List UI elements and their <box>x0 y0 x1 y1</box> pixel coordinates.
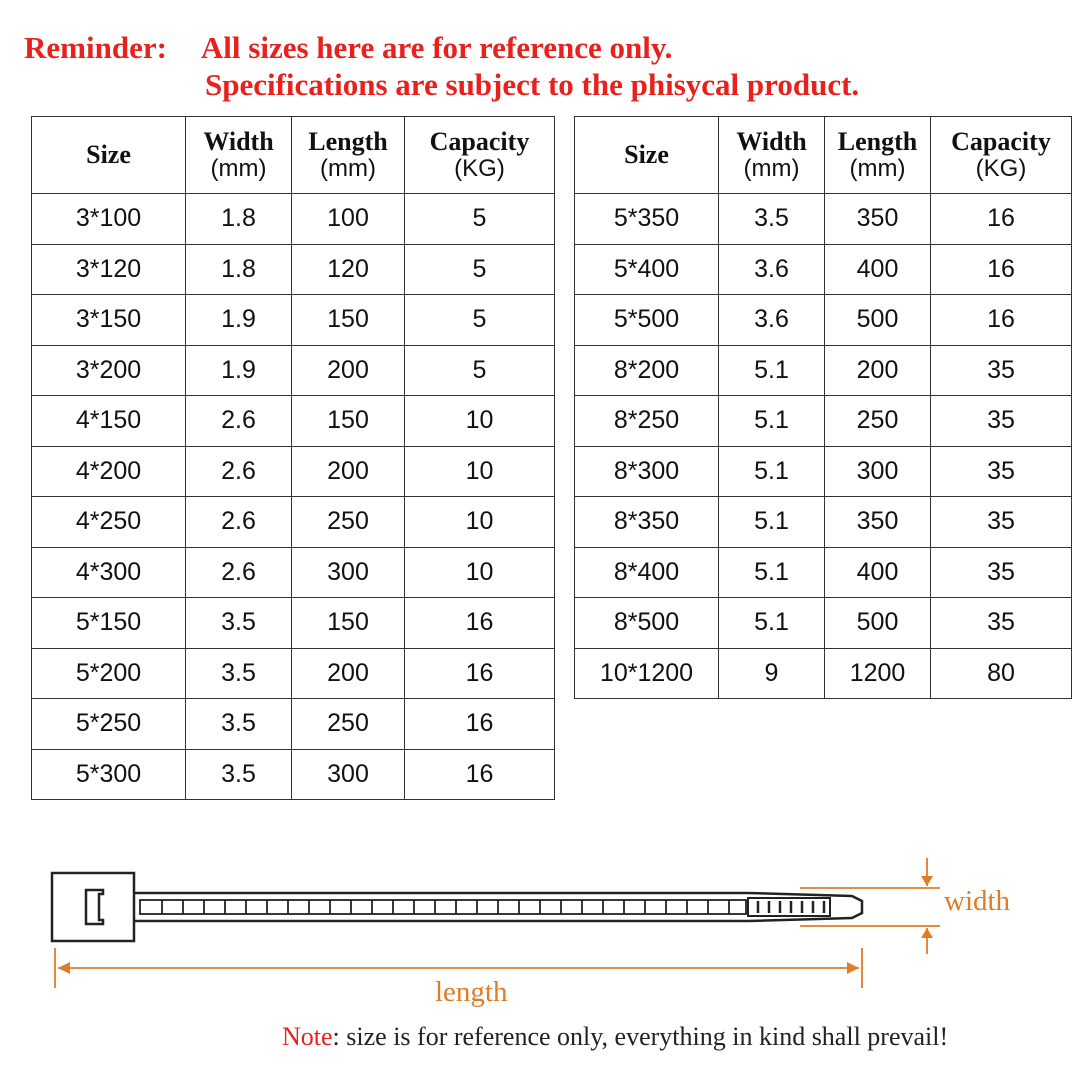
table-row <box>575 194 1072 245</box>
cell-size: 3*200 <box>32 345 186 396</box>
cell-capacity: 16 <box>931 194 1072 245</box>
cell-capacity: 16 <box>405 699 555 750</box>
cell-width: 3.6 <box>719 244 825 295</box>
table-row <box>32 295 555 346</box>
cell-length: 250 <box>292 699 405 750</box>
table-row <box>32 244 555 295</box>
cell-size: 4*250 <box>32 497 186 548</box>
cell-size: 3*120 <box>32 244 186 295</box>
cell-length: 200 <box>292 648 405 699</box>
table-row <box>575 345 1072 396</box>
table-row <box>32 699 555 750</box>
cell-length: 150 <box>292 396 405 447</box>
header-size: Size <box>32 117 186 194</box>
table-row <box>575 547 1072 598</box>
table-row <box>32 497 555 548</box>
cell-width: 3.5 <box>186 699 292 750</box>
cell-capacity: 16 <box>931 244 1072 295</box>
header-row <box>575 117 1072 194</box>
cell-size: 4*200 <box>32 446 186 497</box>
cell-capacity: 10 <box>405 547 555 598</box>
cell-size: 8*500 <box>575 598 719 649</box>
cell-length: 200 <box>292 446 405 497</box>
cable-tie-diagram <box>0 840 1080 1020</box>
cell-width: 1.9 <box>186 345 292 396</box>
spec-table-right-body <box>575 194 1072 699</box>
length-arrowhead-left <box>58 962 70 974</box>
cell-width: 3.5 <box>186 648 292 699</box>
cell-size: 4*150 <box>32 396 186 447</box>
cell-capacity: 35 <box>931 396 1072 447</box>
footer-note <box>282 1022 948 1052</box>
note-label: Note <box>282 1022 333 1051</box>
table-row <box>575 295 1072 346</box>
width-arrowhead-bottom <box>921 928 933 938</box>
cell-length: 250 <box>825 396 931 447</box>
note-text: : size is for reference only, everything in kind shall prevail! <box>332 1022 949 1051</box>
cell-capacity: 5 <box>405 194 555 245</box>
cell-length: 500 <box>825 295 931 346</box>
header-row <box>32 117 555 194</box>
cell-width: 5.1 <box>719 497 825 548</box>
table-row <box>32 345 555 396</box>
cell-length: 100 <box>292 194 405 245</box>
cell-capacity: 35 <box>931 446 1072 497</box>
cell-width: 3.6 <box>719 295 825 346</box>
cell-length: 400 <box>825 244 931 295</box>
cell-width: 5.1 <box>719 396 825 447</box>
cell-length: 120 <box>292 244 405 295</box>
cell-capacity: 5 <box>405 244 555 295</box>
cell-width: 2.6 <box>186 396 292 447</box>
cell-width: 1.8 <box>186 194 292 245</box>
table-row <box>575 446 1072 497</box>
cell-capacity: 16 <box>405 749 555 800</box>
cell-length: 150 <box>292 598 405 649</box>
cell-capacity: 5 <box>405 295 555 346</box>
cell-size: 3*150 <box>32 295 186 346</box>
cell-length: 350 <box>825 497 931 548</box>
cell-width: 5.1 <box>719 345 825 396</box>
cell-width: 3.5 <box>186 749 292 800</box>
header-capacity: Capacity (KG) <box>405 117 555 194</box>
reminder-line-1 <box>24 30 672 66</box>
tie-strap-groove <box>140 900 746 914</box>
reminder-label: Reminder: <box>24 30 167 65</box>
cell-capacity: 10 <box>405 497 555 548</box>
cell-size: 3*100 <box>32 194 186 245</box>
table-row <box>32 598 555 649</box>
cell-capacity: 16 <box>931 295 1072 346</box>
table-row <box>575 648 1072 699</box>
table-row <box>575 497 1072 548</box>
cell-capacity: 16 <box>405 598 555 649</box>
length-label: length <box>435 976 508 1008</box>
cell-width: 3.5 <box>186 598 292 649</box>
cell-width: 2.6 <box>186 497 292 548</box>
cell-size: 8*400 <box>575 547 719 598</box>
cell-length: 300 <box>825 446 931 497</box>
header-size: Size <box>575 117 719 194</box>
cell-capacity: 35 <box>931 547 1072 598</box>
cable-tie-drawing <box>52 873 862 941</box>
cell-capacity: 35 <box>931 497 1072 548</box>
cell-capacity: 5 <box>405 345 555 396</box>
reminder-line-2: Specifications are subject to the phisycal product. <box>205 67 860 102</box>
cell-capacity: 10 <box>405 446 555 497</box>
cell-length: 300 <box>292 547 405 598</box>
cell-width: 3.5 <box>719 194 825 245</box>
cell-length: 300 <box>292 749 405 800</box>
header-length: Length (mm) <box>292 117 405 194</box>
cell-size: 5*200 <box>32 648 186 699</box>
cell-length: 150 <box>292 295 405 346</box>
table-row <box>32 446 555 497</box>
table-row <box>32 749 555 800</box>
cell-width: 2.6 <box>186 547 292 598</box>
cell-length: 400 <box>825 547 931 598</box>
tie-tail-ridges <box>758 901 824 913</box>
cell-size: 8*250 <box>575 396 719 447</box>
table-row <box>575 396 1072 447</box>
header-width: Width (mm) <box>719 117 825 194</box>
header-length: Length (mm) <box>825 117 931 194</box>
cell-width: 2.6 <box>186 446 292 497</box>
table-row <box>32 547 555 598</box>
cell-length: 500 <box>825 598 931 649</box>
cell-width: 5.1 <box>719 446 825 497</box>
spec-table-left-body <box>32 194 555 800</box>
width-arrowhead-top <box>921 876 933 886</box>
header-capacity: Capacity (KG) <box>931 117 1072 194</box>
spec-table-left <box>31 116 555 800</box>
cell-capacity: 10 <box>405 396 555 447</box>
cell-capacity: 35 <box>931 345 1072 396</box>
cell-size: 5*150 <box>32 598 186 649</box>
cell-capacity: 80 <box>931 648 1072 699</box>
cell-size: 4*300 <box>32 547 186 598</box>
table-row <box>32 648 555 699</box>
cell-length: 200 <box>292 345 405 396</box>
spec-table-right <box>574 116 1072 699</box>
cell-length: 350 <box>825 194 931 245</box>
width-label: width <box>944 885 1011 917</box>
cell-size: 5*300 <box>32 749 186 800</box>
table-row <box>32 396 555 447</box>
cell-size: 5*250 <box>32 699 186 750</box>
reminder-text-1: All sizes here are for reference only. <box>200 30 673 65</box>
cell-size: 5*350 <box>575 194 719 245</box>
cell-size: 5*500 <box>575 295 719 346</box>
cell-width: 1.9 <box>186 295 292 346</box>
table-row <box>575 244 1072 295</box>
length-arrowhead-right <box>847 962 859 974</box>
cell-size: 10*1200 <box>575 648 719 699</box>
cell-length: 200 <box>825 345 931 396</box>
table-row <box>575 598 1072 649</box>
table-row <box>32 194 555 245</box>
cell-width: 1.8 <box>186 244 292 295</box>
tie-strap-teeth <box>162 900 729 914</box>
cell-length: 1200 <box>825 648 931 699</box>
cell-size: 8*300 <box>575 446 719 497</box>
header-width: Width (mm) <box>186 117 292 194</box>
width-dimension <box>800 858 940 954</box>
cell-width: 5.1 <box>719 547 825 598</box>
cell-size: 8*350 <box>575 497 719 548</box>
cell-size: 5*400 <box>575 244 719 295</box>
tie-head <box>52 873 134 941</box>
cell-capacity: 35 <box>931 598 1072 649</box>
cell-capacity: 16 <box>405 648 555 699</box>
cell-length: 250 <box>292 497 405 548</box>
cell-width: 9 <box>719 648 825 699</box>
cell-width: 5.1 <box>719 598 825 649</box>
cell-size: 8*200 <box>575 345 719 396</box>
tie-tail-grip <box>748 898 830 916</box>
